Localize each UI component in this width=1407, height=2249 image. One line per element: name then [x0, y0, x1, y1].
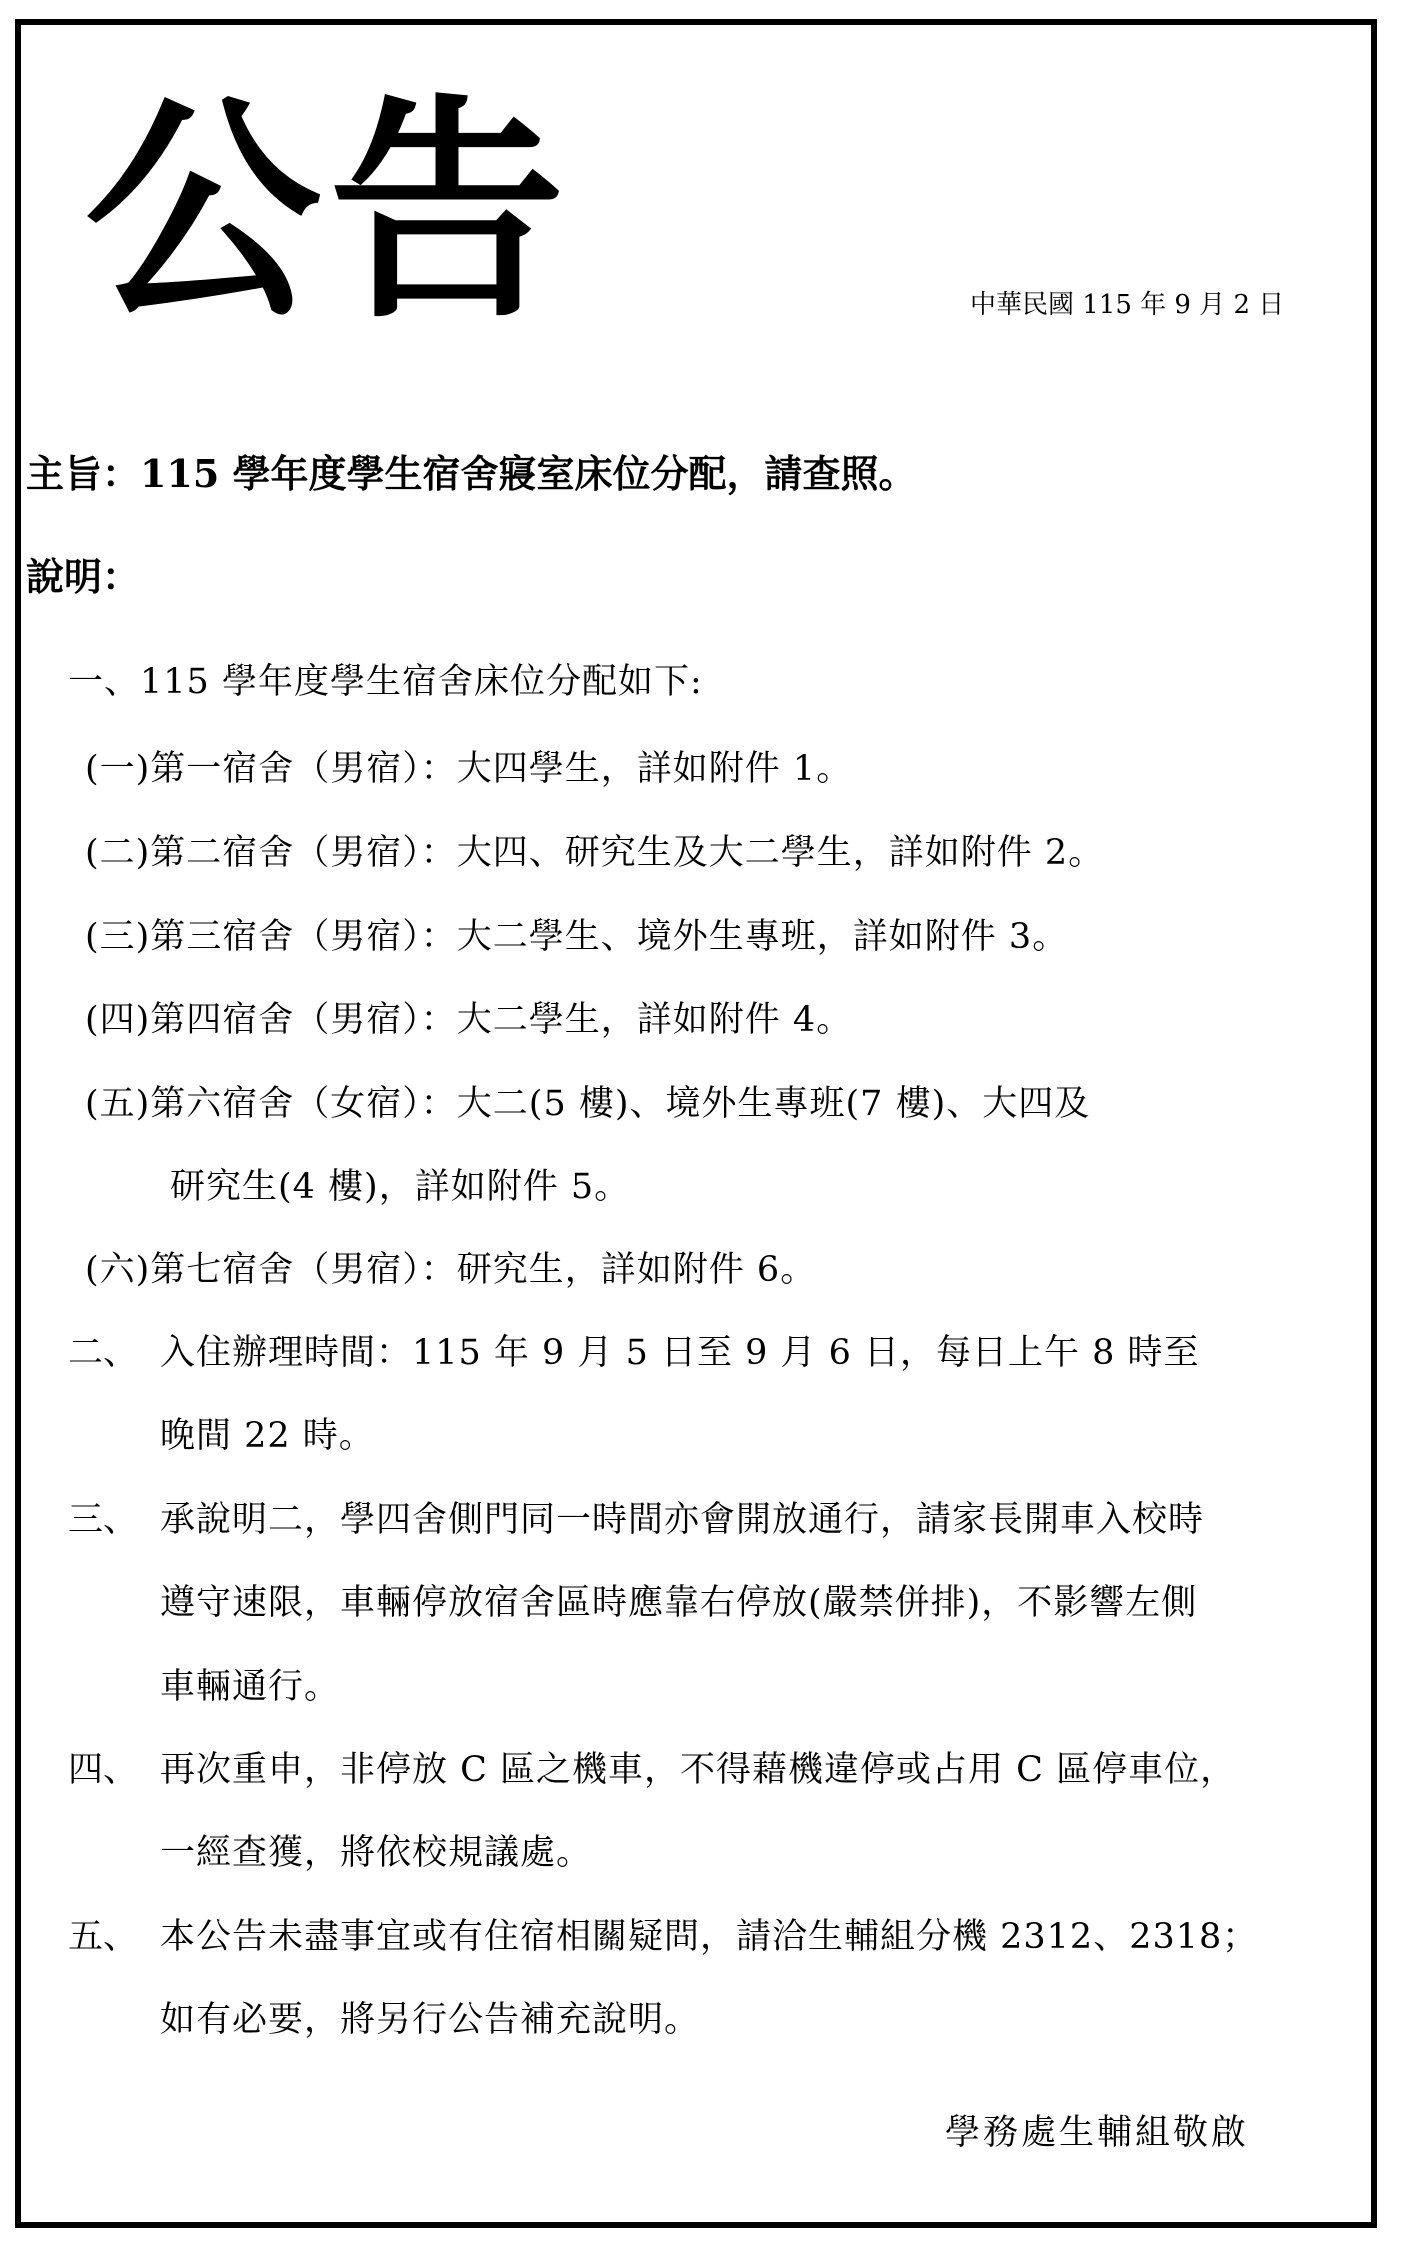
item-1-number: 一、: [68, 662, 141, 702]
signature: 學務處生輔組敬啟: [945, 2113, 1250, 2153]
item-3-line-1: 承說明二，學四舍側門同一時間亦會開放通行，請家長開車入校時: [160, 1500, 1205, 1540]
item-5-line-2: 如有必要，將另行公告補充說明。: [160, 2000, 701, 2040]
item-3-line-2: 遵守速限，車輛停放宿舍區時應靠右停放(嚴禁併排)，不影響左側: [160, 1583, 1198, 1623]
subitem-6: (六)第七宿舍（男宿）：研究生，詳如附件 6。: [85, 1250, 817, 1290]
subitem-5-line-1: (五)第六宿舍（女宿）：大二(5 樓)、境外生專班(7 樓)、大四及: [85, 1084, 1091, 1124]
subitem-1: (一)第一宿舍（男宿）：大四學生，詳如附件 1。: [85, 749, 853, 789]
item-1-line-1: [68, 662, 703, 702]
item-2-line-2: 晚間 22 時。: [160, 1416, 375, 1456]
item-2-line-1: 入住辦理時間：115 年 9 月 5 日至 9 月 6 日，每日上午 8 時至: [160, 1333, 1200, 1373]
subitem-4: (四)第四宿舍（男宿）：大二學生，詳如附件 4。: [85, 1000, 853, 1040]
subitem-3: (三)第三宿舍（男宿）：大二學生、境外生專班，詳如附件 3。: [85, 917, 1069, 957]
item-4-line-1: 再次重申，非停放 C 區之機車，不得藉機違停或占用 C 區停車位，: [160, 1750, 1237, 1790]
notice-subject: 主旨：115 學年度學生宿舍寢室床位分配，請查照。: [26, 451, 917, 496]
subitem-5-line-2: 研究生(4 樓)，詳如附件 5。: [170, 1167, 631, 1207]
notice-title: 公告: [85, 75, 574, 350]
explanation-label: 說明：: [26, 554, 141, 599]
item-3-number: 三、: [68, 1500, 139, 1540]
item-4-line-2: 一經查獲，將依校規議處。: [160, 1833, 593, 1873]
item-4-number: 四、: [68, 1750, 139, 1790]
item-1-text: 115 學年度學生宿舍床位分配如下:: [140, 662, 703, 702]
subitem-2: (二)第二宿舍（男宿）：大四、研究生及大二學生，詳如附件 2。: [85, 833, 1105, 873]
item-2-number: 二、: [68, 1333, 139, 1373]
notice-date: 中華民國 115 年 9 月 2 日: [970, 290, 1285, 320]
item-3-line-3: 車輛通行。: [160, 1667, 341, 1707]
item-5-number: 五、: [68, 1917, 139, 1957]
item-5-line-1: 本公告未盡事宜或有住宿相關疑問，請洽生輔組分機 2312、2318；: [160, 1917, 1259, 1957]
